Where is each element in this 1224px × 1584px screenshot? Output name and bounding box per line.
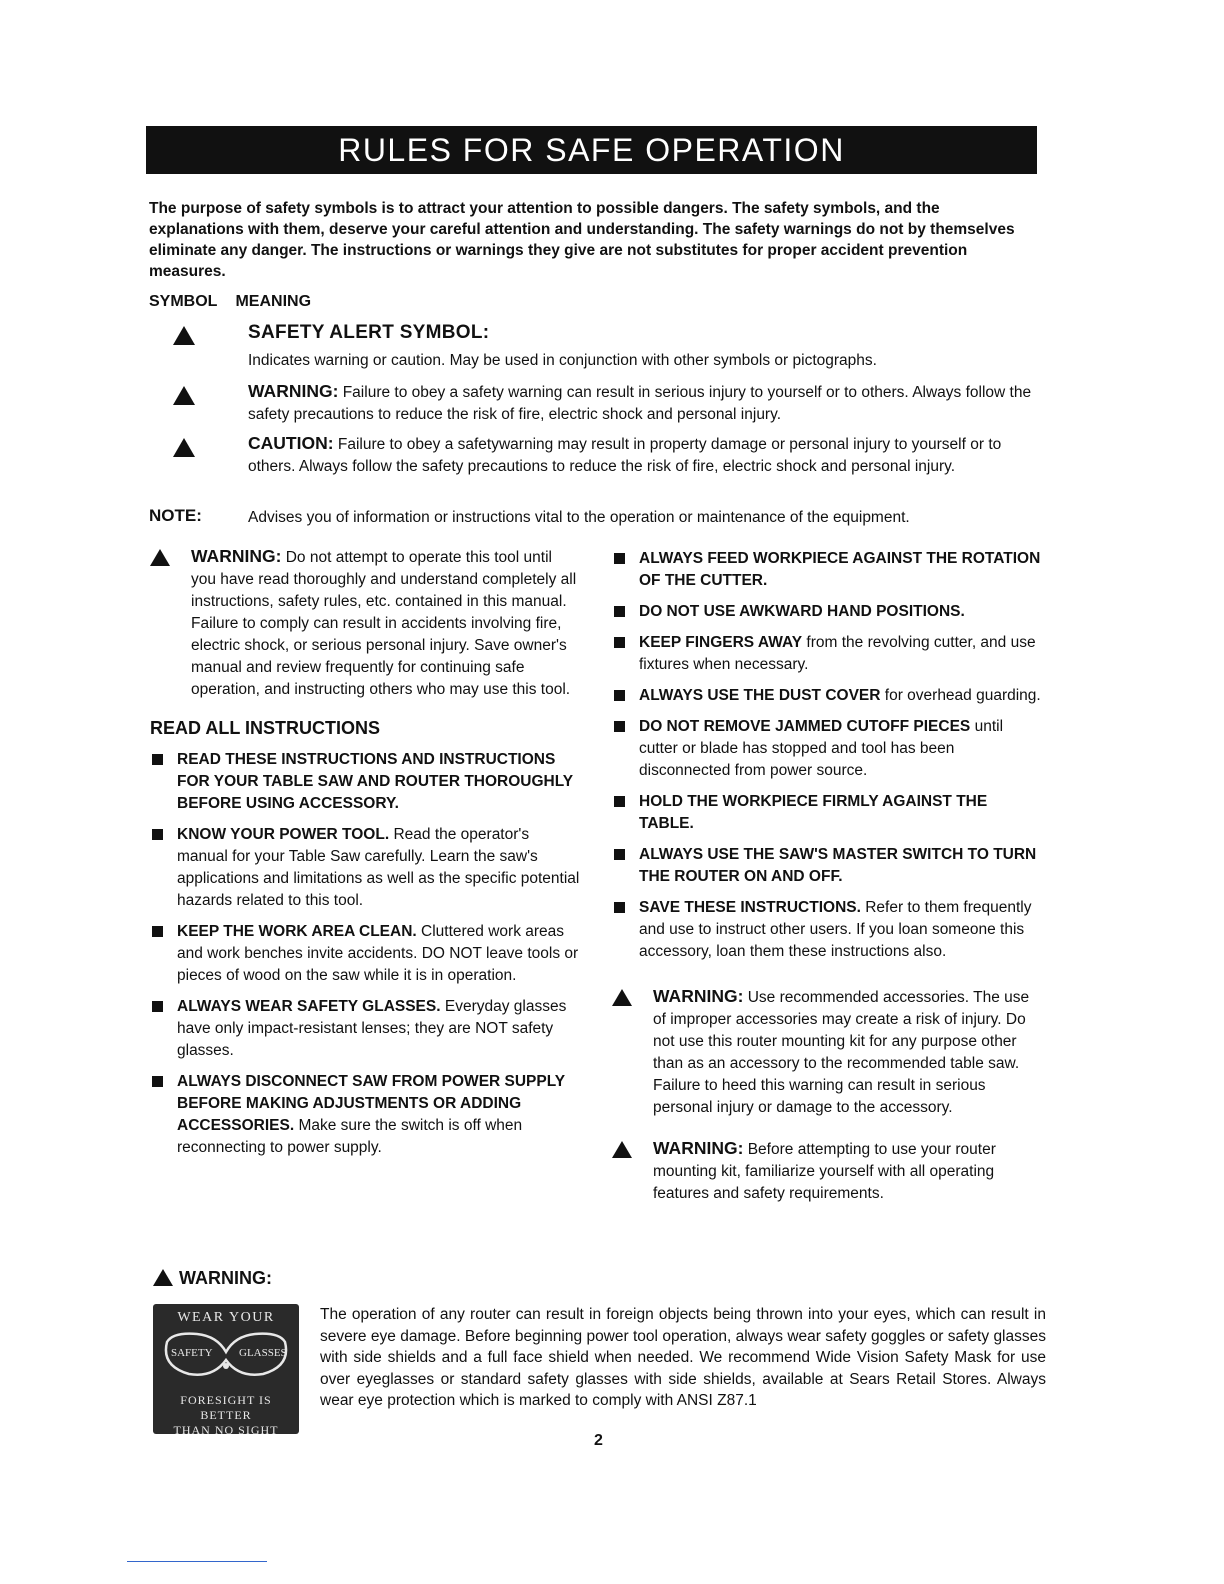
list-item — [612, 632, 1042, 676]
list-item — [612, 844, 1042, 888]
page-title-banner — [146, 126, 1037, 174]
accessories-warning — [612, 985, 1042, 1119]
warning-label: WARNING: — [653, 1138, 744, 1158]
list-item — [150, 921, 580, 987]
list-item — [612, 685, 1042, 707]
bullet-text: Read the operator's manual for your Table Saw carefully. Learn the saw's applications and limitations as well as the specific potential hazards related to this tool. — [177, 826, 580, 909]
page-number: 2 — [594, 1432, 603, 1449]
warning-triangle-icon — [612, 989, 632, 1006]
operate-warning — [150, 545, 580, 701]
list-item — [612, 548, 1042, 592]
bullet-text: Cluttered work areas and work benches invite accidents. DO NOT leave tools or pieces of wood on the saw while it is in operation. — [177, 923, 579, 984]
bullet-bold: READ THESE INSTRUCTIONS AND INSTRUCTIONS FOR YOUR TABLE SAW AND ROUTER THOROUGHLY BEFORE USING ACCESSORY. — [177, 751, 573, 812]
list-item — [612, 716, 1042, 782]
bullet-square-icon — [152, 1001, 163, 1012]
caution-definition — [248, 432, 1033, 478]
badge-bottom-text-1: FORESIGHT IS BETTER — [180, 1393, 272, 1422]
list-item — [150, 1071, 580, 1159]
list-item — [150, 996, 580, 1062]
symbol-table-header — [149, 293, 311, 311]
bottom-warning-heading — [153, 1268, 272, 1289]
bullet-bold: DO NOT REMOVE JAMMED CUTOFF PIECES — [639, 718, 971, 735]
eye-protection-text: The operation of any router can result in foreign objects being thrown into your eyes, which can result in severe eye damage. Before beginning power tool operation, always wear safety goggles or safety glasses with side shields and a full face shield when needed. We recommend Wide Vision Safety Mask for use over eyeglasses or standard safety glasses with side shields, available at Sears Retail Stores. Always wear eye protection which is marked to comply with ANSI Z87.1 — [320, 1306, 1046, 1409]
list-item — [612, 791, 1042, 835]
intro-paragraph: The purpose of safety symbols is to attract your attention to possible dangers. The safety symbols, and the explanations with them, deserve your careful attention and understanding. The safety warnings do not by themselves eliminate any danger. The instructions or warnings they give are not substitutes for proper accident prevention measures. — [149, 200, 1015, 280]
bullet-square-icon — [614, 721, 625, 732]
bullet-square-icon — [152, 926, 163, 937]
left-column — [150, 545, 580, 1168]
badge-left-text: SAFETY — [171, 1347, 213, 1359]
note-label: NOTE: — [149, 506, 202, 525]
list-item — [612, 897, 1042, 963]
caution-triangle-icon — [173, 438, 195, 462]
list-item — [150, 824, 580, 912]
bullet-square-icon — [614, 606, 625, 617]
safety-alert-text: Indicates warning or caution. May be used in conjunction with other symbols or pictographs. — [248, 352, 877, 369]
bullet-square-icon — [152, 829, 163, 840]
bullet-bold: KNOW YOUR POWER TOOL. — [177, 826, 390, 843]
bullet-square-icon — [614, 553, 625, 564]
bullet-square-icon — [614, 637, 625, 648]
bullet-text: from the revolving cutter, and use fixtures when necessary. — [639, 634, 1036, 673]
bullet-text: Refer to them frequently and use to instruct other users. If you loan someone this accessory, loan them these instructions also. — [639, 899, 1032, 960]
warning-text: Failure to obey a safety warning can result in serious injury to yourself or to others. Always follow the safety precautions to reduce the risk of fire, electric shock and personal injury. — [248, 384, 1032, 423]
badge-top-text: WEAR YOUR — [177, 1310, 275, 1325]
safety-alert-title: SAFETY ALERT SYMBOL: — [248, 322, 490, 343]
caution-label: CAUTION: — [248, 433, 334, 453]
badge-right-text: GLASSES — [239, 1347, 287, 1359]
bullet-square-icon — [152, 754, 163, 765]
familiarize-warning — [612, 1137, 1042, 1205]
warning-triangle-icon — [173, 386, 195, 410]
bullet-bold: DO NOT USE AWKWARD HAND POSITIONS. — [639, 603, 965, 620]
bullet-bold: ALWAYS FEED WORKPIECE AGAINST THE ROTATION OF THE CUTTER. — [639, 550, 1041, 589]
bullet-text: for overhead guarding. — [884, 687, 1041, 704]
warning-label: WARNING: — [248, 381, 339, 401]
bullet-text: until cutter or blade has stopped and tool has been disconnected from power source. — [639, 718, 1004, 779]
bullet-bold: ALWAYS USE THE DUST COVER — [639, 687, 881, 704]
bullet-square-icon — [152, 1076, 163, 1087]
note-text: Advises you of information or instructions vital to the operation or maintenance of the equipment. — [248, 509, 910, 526]
bullet-bold: KEEP FINGERS AWAY — [639, 634, 803, 651]
bullet-square-icon — [614, 690, 625, 701]
warning-triangle-icon — [150, 549, 170, 566]
right-column — [612, 548, 1042, 1205]
caution-text: Failure to obey a safetywarning may result in property damage or personal injury to yourself or to others. Always follow the safety precautions to reduce the risk of fire, electric shock and personal injury. — [248, 436, 1002, 475]
list-item — [612, 601, 1042, 623]
warning-label: WARNING: — [653, 986, 744, 1006]
bullet-bold: SAVE THESE INSTRUCTIONS. — [639, 899, 861, 916]
safety-glasses-badge — [153, 1304, 299, 1434]
footer-divider — [127, 1561, 267, 1562]
bullet-bold: ALWAYS WEAR SAFETY GLASSES. — [177, 998, 441, 1015]
page-title: RULES FOR SAFE OPERATION — [338, 131, 845, 168]
safety-alert-definition — [248, 322, 1033, 372]
bullet-square-icon — [614, 902, 625, 913]
warning-triangle-icon — [612, 1141, 632, 1158]
bullet-text: Make sure the switch is off when reconnecting to power supply. — [177, 1117, 523, 1156]
warning-text: Before attempting to use your router mounting kit, familiarize yourself with all operating features and safety requirements. — [653, 1141, 996, 1202]
alert-triangle-icon — [173, 326, 195, 350]
bullet-bold: ALWAYS DISCONNECT SAW FROM POWER SUPPLY BEFORE MAKING ADJUSTMENTS OR ADDING ACCESSORIES. — [177, 1073, 565, 1134]
symbol-header: SYMBOL — [149, 293, 218, 310]
safety-glasses-icon — [153, 1326, 299, 1388]
bullet-square-icon — [614, 796, 625, 807]
warning-triangle-icon — [153, 1269, 173, 1286]
list-item — [150, 749, 580, 815]
bullet-bold: ALWAYS USE THE SAW'S MASTER SWITCH TO TURN THE ROUTER ON AND OFF. — [639, 846, 1037, 885]
bullet-text: Everyday glasses have only impact-resistant lenses; they are NOT safety glasses. — [177, 998, 567, 1059]
warning-label: WARNING: — [191, 546, 282, 566]
warning-definition — [248, 380, 1033, 426]
warning-label: WARNING: — [179, 1268, 272, 1288]
read-instructions-heading: READ ALL INSTRUCTIONS — [150, 718, 381, 738]
bullet-bold: KEEP THE WORK AREA CLEAN. — [177, 923, 417, 940]
bullet-square-icon — [614, 849, 625, 860]
badge-bottom-text-2: THAN NO SIGHT — [173, 1423, 279, 1434]
meaning-header: MEANING — [235, 293, 312, 310]
warning-text: Use recommended accessories. The use of improper accessories may create a risk of injury. Do not use this router mounting kit for any purpose other than as an accessory to the recommended table saw. Failure to heed this warning can result in serious personal injury or damage to the accessory. — [653, 989, 1030, 1116]
bullet-bold: HOLD THE WORKPIECE FIRMLY AGAINST THE TABLE. — [639, 793, 988, 832]
warning-text: Do not attempt to operate this tool until you have read thoroughly and understand completely all instructions, safety rules, etc. contained in this manual. Failure to comply can result in accidents involving fire, electric shock, or serious personal injury. Save owner's manual and review frequently for continuing safe operation, and instructing others who may use this tool. — [191, 549, 577, 698]
